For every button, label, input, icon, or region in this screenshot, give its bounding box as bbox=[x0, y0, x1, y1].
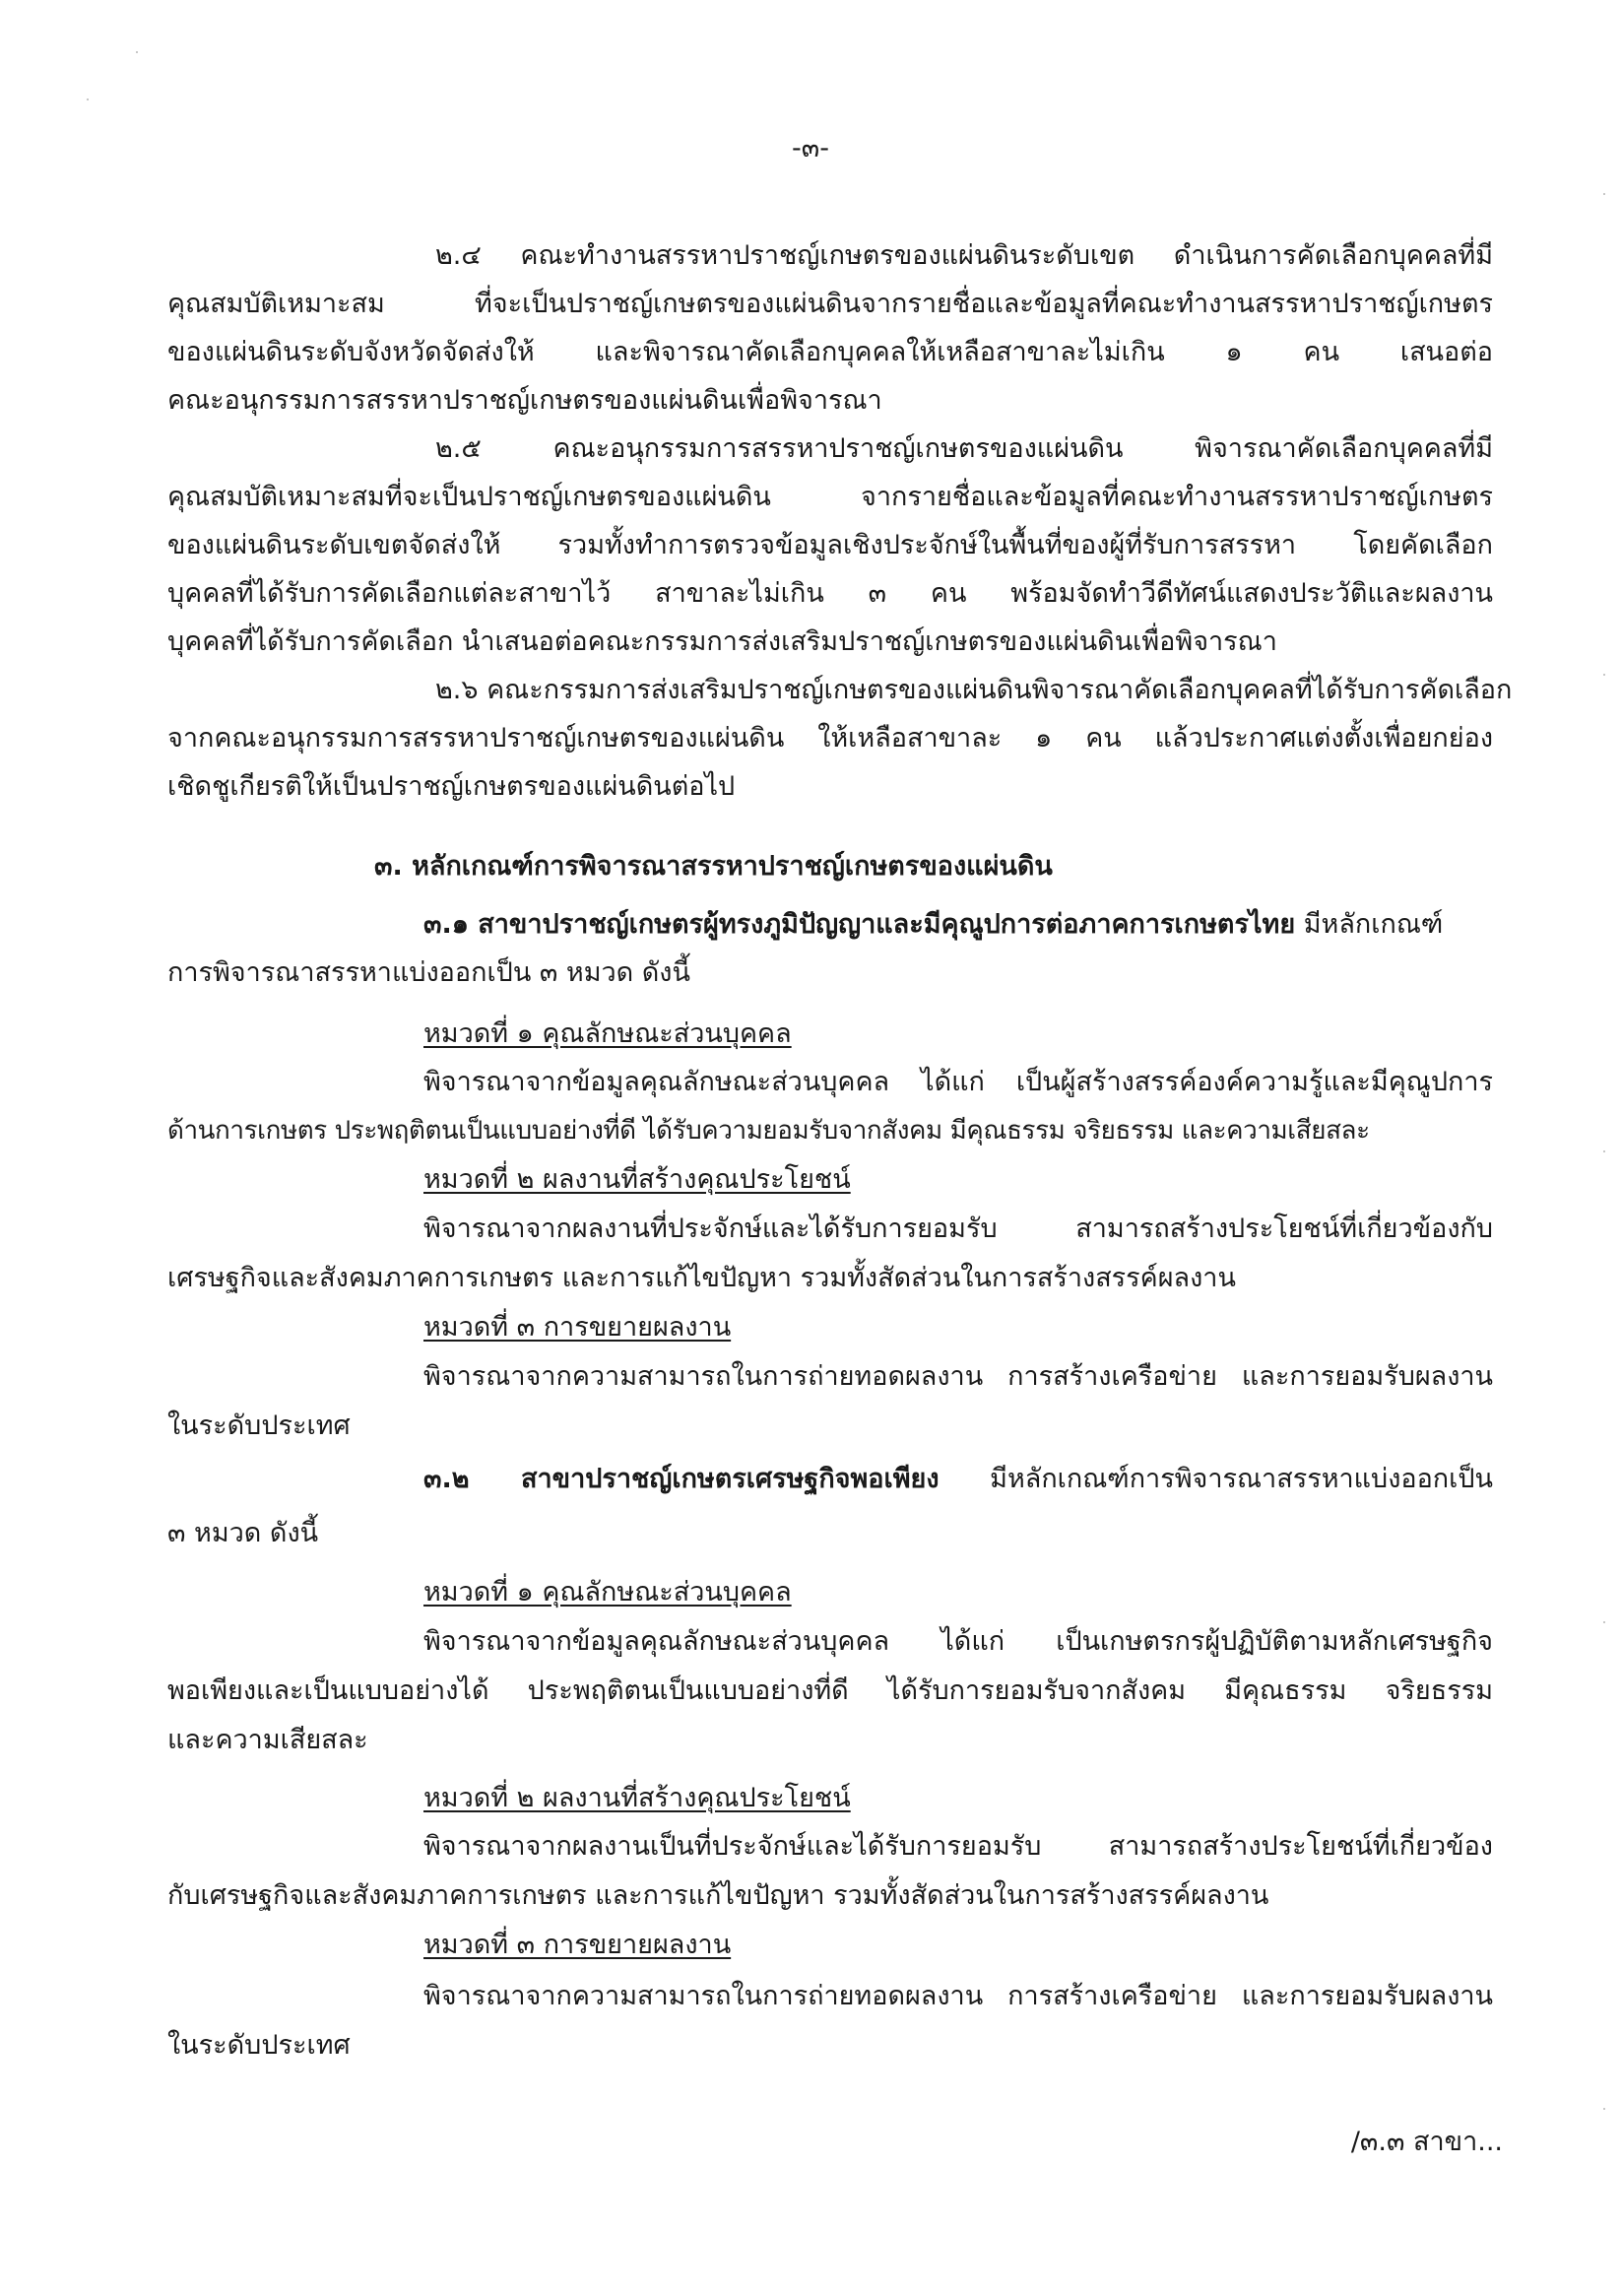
sec-3-2-cat3-line-1: พิจารณาจากความสามารถในการถ่ายทอดผลงาน การสร้างเครือข่าย และการยอมรับผลงาน bbox=[423, 1981, 1493, 2011]
sec-3-1-title bbox=[423, 905, 1443, 945]
sec-2-6-line-1: ๒.๖ คณะกรรมการส่งเสริมปราชญ์เกษตรของแผ่นดินพิจารณาคัดเลือกบุคคลที่ได้รับการคัดเลือก bbox=[435, 675, 1513, 705]
sec-2-6-line-2: จากคณะอนุกรรมการสรรหาปราชญ์เกษตรของแผ่นดิน ให้เหลือสาขาละ ๑ คน แล้วประกาศแต่งตั้งเพื่อยกย่อง bbox=[167, 723, 1493, 754]
sec-3-2-cat2-label: หมวดที่ ๒ ผลงานที่สร้างคุณประโยชน์ bbox=[423, 1783, 851, 1813]
scan-speck bbox=[1603, 1621, 1605, 1623]
scan-speck bbox=[1603, 674, 1605, 676]
sec-3-1-cat3-line-2: ในระดับประเทศ bbox=[167, 1410, 351, 1441]
sec-2-4-line-1: ๒.๔ คณะทำงานสรรหาปราชญ์เกษตรของแผ่นดินระดับเขต ดำเนินการคัดเลือกบุคคลที่มี bbox=[435, 240, 1493, 271]
sec-3-2-line-2: ๓ หมวด ดังนี้ bbox=[167, 1518, 319, 1548]
sec-3-2-title bbox=[423, 1460, 1493, 1499]
sec-3-1-cat2-label: หมวดที่ ๒ ผลงานที่สร้างคุณประโยชน์ bbox=[423, 1164, 851, 1195]
sec-2-4-line-3: ของแผ่นดินระดับจังหวัดจัดส่งให้ และพิจารณาคัดเลือกบุคคลให้เหลือสาขาละไม่เกิน ๑ คน เสนอต่อ bbox=[167, 337, 1493, 367]
sec-3-heading: ๓. หลักเกณฑ์การพิจารณาสรรหาปราชญ์เกษตรของแผ่นดิน bbox=[374, 851, 1053, 882]
sec-3-2-cat3-line-2: ในระดับประเทศ bbox=[167, 2030, 351, 2061]
sec-3-2-cat2-line-2: กับเศรษฐกิจและสังคมภาคการเกษตร และการแก้ไขปัญหา รวมทั้งสัดส่วนในการสร้างสรรค์ผลงาน bbox=[167, 1880, 1269, 1911]
sec-3-1-cat2-line-2: เศรษฐกิจและสังคมภาคการเกษตร และการแก้ไขปัญหา รวมทั้งสัดส่วนในการสร้างสรรค์ผลงาน bbox=[167, 1263, 1236, 1293]
sec-3-1-cat3-line-1: พิจารณาจากความสามารถในการถ่ายทอดผลงาน การสร้างเครือข่าย และการยอมรับผลงาน bbox=[423, 1361, 1493, 1392]
sec-2-4-line-4: คณะอนุกรรมการสรรหาปราชญ์เกษตรของแผ่นดินเพื่อพิจารณา bbox=[167, 385, 882, 416]
footer-continuation: /๓.๓ สาขา... bbox=[1350, 2127, 1503, 2157]
sec-3-2-cat1-line-1: พิจารณาจากข้อมูลคุณลักษณะส่วนบุคคล ได้แก่ เป็นเกษตรกรผู้ปฏิบัติตามหลักเศรษฐกิจ bbox=[423, 1626, 1493, 1657]
sec-2-5-line-4: บุคคลที่ได้รับการคัดเลือกแต่ละสาขาไว้ สาขาละไม่เกิน ๓ คน พร้อมจัดทำวีดีทัศน์แสดงประวัติและผลงาน bbox=[167, 578, 1493, 609]
sec-3-1-line-2: การพิจารณาสรรหาแบ่งออกเป็น ๓ หมวด ดังนี้ bbox=[167, 957, 690, 988]
sec-2-6-line-3: เชิดชูเกียรติให้เป็นปราชญ์เกษตรของแผ่นดินต่อไป bbox=[167, 771, 736, 802]
scan-speck bbox=[1603, 193, 1605, 195]
sec-3-2-title-bold: ๓.๒ สาขาปราชญ์เกษตรเศรษฐกิจพอเพียง bbox=[423, 1464, 940, 1494]
sec-3-1-title-bold: ๓.๑ สาขาปราชญ์เกษตรผู้ทรงภูมิปัญญาและมีคุณูปการต่อภาคการเกษตรไทย bbox=[423, 909, 1296, 940]
sec-3-2-cat1-line-2: พอเพียงและเป็นแบบอย่างได้ ประพฤติตนเป็นแบบอย่างที่ดี ได้รับการยอมรับจากสังคม มีคุณธรรม จริยธรรม bbox=[167, 1675, 1493, 1706]
scan-speck bbox=[136, 51, 138, 53]
sec-3-1-cat1-line-1: พิจารณาจากข้อมูลคุณลักษณะส่วนบุคคล ได้แก่ เป็นผู้สร้างสรรค์องค์ความรู้และมีคุณูปการ bbox=[423, 1067, 1493, 1097]
scan-speck bbox=[1603, 2108, 1605, 2110]
sec-2-5-line-3: ของแผ่นดินระดับเขตจัดส่งให้ รวมทั้งทำการตรวจข้อมูลเชิงประจักษ์ในพื้นที่ของผู้ที่รับการสรรหา โดยคัดเลือก bbox=[167, 530, 1493, 560]
sec-3-1-cat1-label: หมวดที่ ๑ คุณลักษณะส่วนบุคคล bbox=[423, 1018, 792, 1049]
sec-3-2-cat1-label: หมวดที่ ๑ คุณลักษณะส่วนบุคคล bbox=[423, 1577, 792, 1607]
sec-3-2-title-rest: มีหลักเกณฑ์การพิจารณาสรรหาแบ่งออกเป็น bbox=[939, 1464, 1493, 1494]
sec-2-5-line-1: ๒.๕ คณะอนุกรรมการสรรหาปราชญ์เกษตรของแผ่นดิน พิจารณาคัดเลือกบุคคลที่มี bbox=[435, 433, 1493, 464]
sec-3-2-cat2-line-1: พิจารณาจากผลงานเป็นที่ประจักษ์และได้รับการยอมรับ สามารถสร้างประโยชน์ที่เกี่ยวข้อง bbox=[423, 1831, 1493, 1862]
sec-3-1-cat3-label: หมวดที่ ๓ การขยายผลงาน bbox=[423, 1312, 732, 1343]
sec-2-4-line-2: คุณสมบัติเหมาะสม ที่จะเป็นปราชญ์เกษตรของแผ่นดินจากรายชื่อและข้อมูลที่คณะทำงานสรรหาปราชญ์เกษตร bbox=[167, 289, 1493, 319]
sec-2-5-line-2: คุณสมบัติเหมาะสมที่จะเป็นปราชญ์เกษตรของแผ่นดิน จากรายชื่อและข้อมูลที่คณะทำงานสรรหาปราชญ์เกษตร bbox=[167, 482, 1493, 512]
sec-2-5-line-5: บุคคลที่ได้รับการคัดเลือก นำเสนอต่อคณะกรรมการส่งเสริมปราชญ์เกษตรของแผ่นดินเพื่อพิจารณา bbox=[167, 626, 1277, 657]
sec-3-1-cat1-line-2: ด้านการเกษตร ประพฤติตนเป็นแบบอย่างที่ดี ได้รับความยอมรับจากสังคม มีคุณธรรม จริยธรรม และความเสียสละ bbox=[167, 1116, 1370, 1146]
sec-3-1-cat2-line-1: พิจารณาจากผลงานที่ประจักษ์และได้รับการยอมรับ สามารถสร้างประโยชน์ที่เกี่ยวข้องกับ bbox=[423, 1214, 1493, 1244]
scan-speck bbox=[1603, 1150, 1605, 1152]
scan-speck bbox=[87, 98, 89, 100]
sec-3-1-title-rest: มีหลักเกณฑ์ bbox=[1295, 909, 1444, 940]
sec-3-2-cat1-line-3: และความเสียสละ bbox=[167, 1725, 368, 1755]
sec-3-2-cat3-label: หมวดที่ ๓ การขยายผลงาน bbox=[423, 1930, 732, 1960]
page-number: -๓- bbox=[792, 133, 829, 164]
